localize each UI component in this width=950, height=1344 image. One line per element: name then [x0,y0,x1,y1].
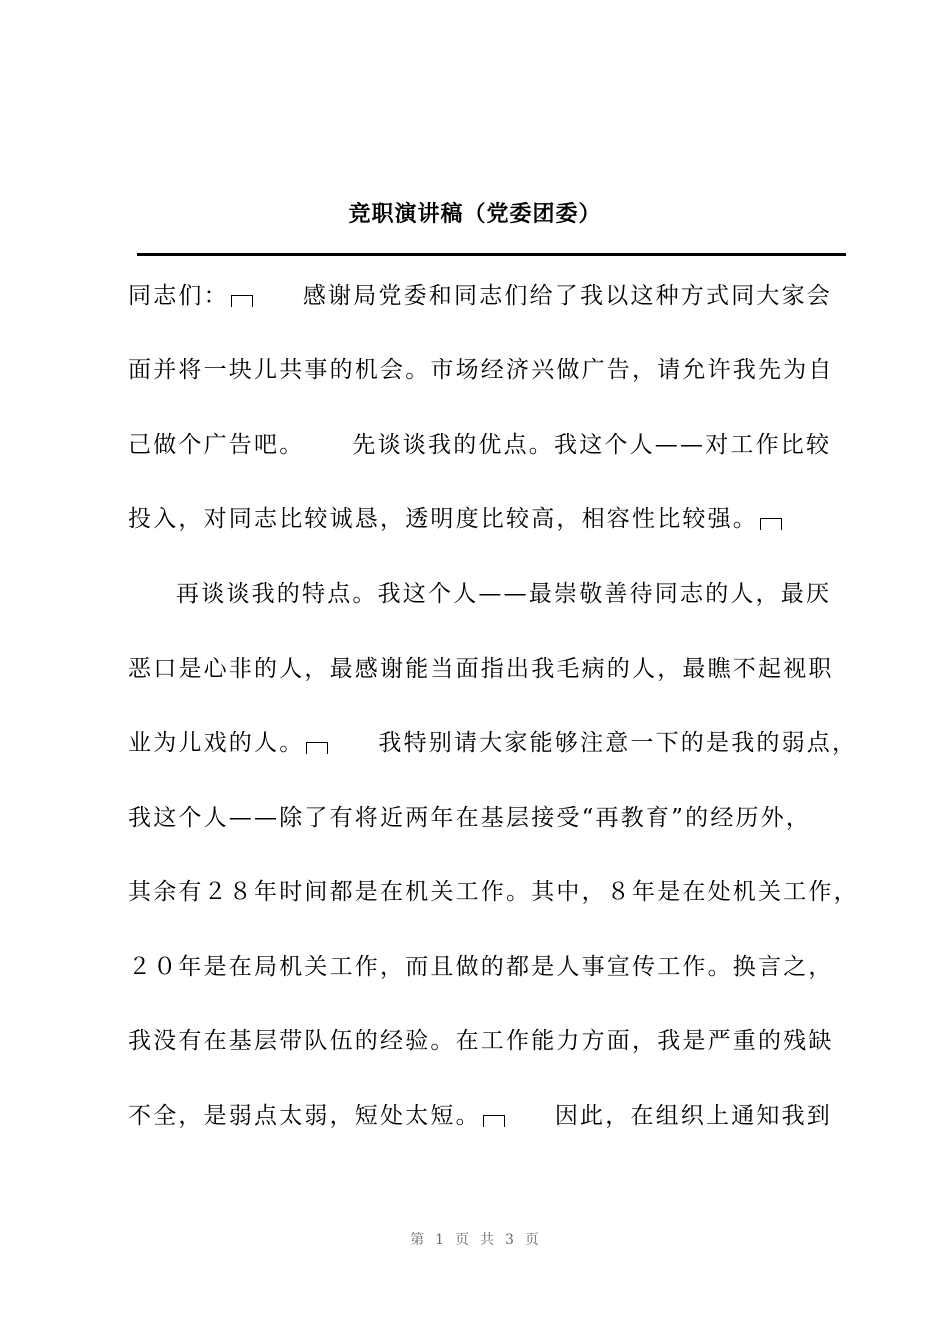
line-text: 不全，是弱点太弱，短处太短。 [128,1103,481,1129]
footer-ye-2: 页 [524,1232,540,1248]
title-underline [137,253,846,256]
page-footer [0,1228,950,1252]
line-text: 同志们： [128,283,229,309]
line-text: 感谢局党委和同志们给了我以这种方式同大家会 [302,283,833,309]
footer-gong: 共 [480,1232,495,1248]
paragraph-mark-icon [483,1115,505,1127]
body-line-4 [128,499,784,539]
line-text: ２０年是在局机关工作，而且做的都是人事宣传工作。换言之， [128,954,834,980]
total-page-count: 3 [505,1232,515,1248]
line-text: 投入，对同志比较诚恳，透明度比较高，相容性比较强。 [128,506,758,532]
body-line-2 [128,350,834,390]
body-line-8 [128,798,811,838]
line-text: 面并将一块儿共事的机会。市场经济兴做广告，请允许我先为自 [128,357,834,383]
body-line-10 [128,947,834,987]
body-line-5 [128,574,831,614]
line-text: 再谈谈我的特点。我这个人——最崇敬善待同志的人，最厌 [176,581,832,607]
body-line-6 [128,649,834,689]
line-text: 我没有在基层带队伍的经验。在工作能力方面，我是严重的残缺 [128,1028,834,1054]
body-line-12 [128,1096,832,1136]
line-text: 己做个广告吧。 [128,432,305,458]
line-text: 其余有２８年时间都是在机关工作。其中，８年是在处机关工作， [128,879,859,905]
body-line-9 [128,872,859,912]
line-text: 业为儿戏的人。 [128,730,305,756]
paragraph-mark-icon [231,295,253,307]
footer-ye: 页 [455,1232,470,1248]
footer-di: 第 [410,1232,426,1248]
paragraph-mark-icon [306,742,328,754]
line-text: 恶口是心非的人，最感谢能当面指出我毛病的人，最瞧不起视职 [128,656,834,682]
line-text: 先谈谈我的优点。我这个人——对工作比较 [352,432,832,458]
line-text: 我这个人——除了有将近两年在基层接受“再教育”的经历外， [128,805,812,831]
current-page-number: 1 [435,1232,445,1248]
body-line-1 [128,276,832,316]
line-text: 因此，在组织上通知我到 [554,1103,833,1129]
line-text: 我特别请大家能够注意一下的是我的弱点， [378,730,858,756]
document-title: 竞职演讲稿（党委团委） [348,201,602,227]
body-line-7 [128,723,857,763]
paragraph-mark-icon [760,518,782,530]
body-line-11 [128,1021,834,1061]
body-line-3 [128,425,831,465]
